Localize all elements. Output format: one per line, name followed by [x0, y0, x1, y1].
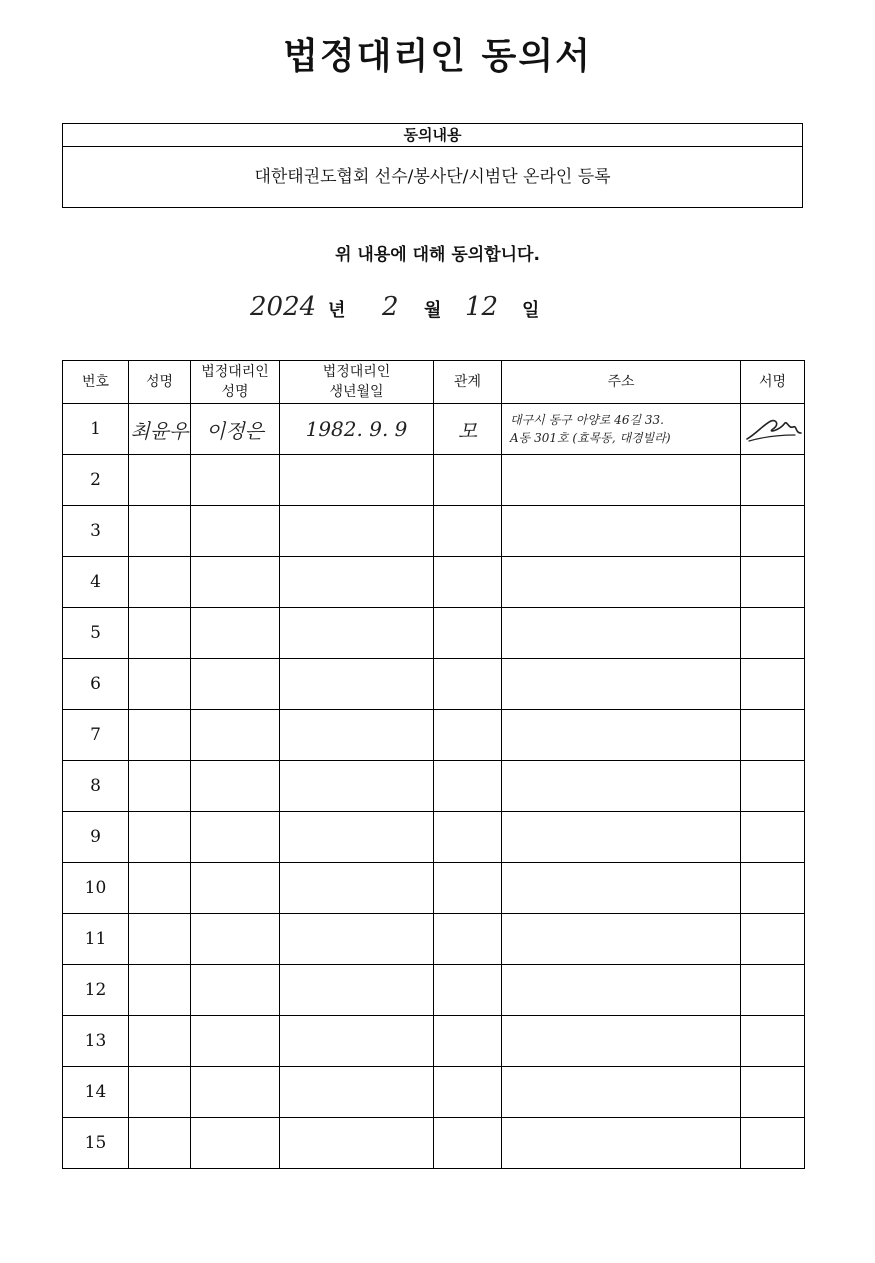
cell-guardian-birth: 1982. 9. 9	[280, 404, 434, 455]
header-guardian-birth-line2: 생년월일	[329, 384, 384, 400]
header-signature: 서명	[741, 361, 805, 404]
cell-no: 4	[63, 557, 129, 608]
header-guardian-name-line1: 법정대리인	[201, 364, 269, 380]
cell-no: 8	[63, 761, 129, 812]
cell-signature	[741, 404, 805, 455]
table-row	[63, 557, 805, 608]
date-year-handwritten: 2024	[250, 292, 317, 322]
date-year-label: 년	[328, 300, 346, 321]
header-guardian-name	[191, 361, 280, 404]
table-row	[63, 863, 805, 914]
header-guardian-name-line2: 성명	[221, 384, 249, 400]
table-row	[63, 506, 805, 557]
cell-relation: 모	[434, 404, 502, 455]
table-row	[63, 608, 805, 659]
cell-no: 12	[63, 965, 129, 1016]
consent-header: 동의내용	[63, 124, 802, 147]
table-row	[63, 914, 805, 965]
cell-no: 6	[63, 659, 129, 710]
cell-no: 1	[63, 404, 129, 455]
table-row	[63, 812, 805, 863]
consent-body: 대한태권도협회 선수/봉사단/시범단 온라인 등록	[254, 167, 611, 187]
table-row	[63, 1067, 805, 1118]
consent-box	[62, 123, 803, 208]
cell-no: 7	[63, 710, 129, 761]
header-guardian-birth	[280, 361, 434, 404]
date-row	[0, 290, 875, 330]
cell-no: 14	[63, 1067, 129, 1118]
table-row	[63, 455, 805, 506]
cell-address-line1: 대구시 동구 아양로 46길 33.	[510, 413, 664, 427]
cell-no: 5	[63, 608, 129, 659]
cell-name: 최윤우	[129, 404, 191, 455]
table-row	[63, 1118, 805, 1169]
agree-statement: 위 내용에 대해 동의합니다.	[335, 245, 540, 265]
date-month-handwritten: 2	[382, 292, 399, 322]
table-row	[63, 404, 805, 455]
table-row	[63, 710, 805, 761]
cell-no: 9	[63, 812, 129, 863]
cell-no: 11	[63, 914, 129, 965]
table-row	[63, 965, 805, 1016]
cell-address-line2: A동 301호 (효목동, 대경빌라)	[510, 431, 671, 445]
cell-no: 13	[63, 1016, 129, 1067]
header-no: 번호	[63, 361, 129, 404]
date-day-handwritten: 12	[465, 292, 499, 322]
guardian-consent-table	[62, 360, 805, 1169]
cell-address	[502, 404, 741, 455]
cell-no: 10	[63, 863, 129, 914]
cell-guardian-name: 이정은	[191, 404, 280, 455]
table-header-row	[63, 361, 805, 404]
table-row	[63, 761, 805, 812]
table-row	[63, 659, 805, 710]
cell-no: 15	[63, 1118, 129, 1169]
header-name: 성명	[129, 361, 191, 404]
header-guardian-birth-line1: 법정대리인	[322, 364, 391, 380]
document-title: 법정대리인 동의서	[283, 36, 592, 77]
handwritten-signature-icon	[743, 411, 803, 447]
cell-no: 2	[63, 455, 129, 506]
table-row	[63, 1016, 805, 1067]
header-relation: 관계	[434, 361, 502, 404]
date-month-label: 월	[424, 300, 442, 321]
header-address: 주소	[502, 361, 741, 404]
date-day-label: 일	[522, 300, 540, 321]
cell-no: 3	[63, 506, 129, 557]
